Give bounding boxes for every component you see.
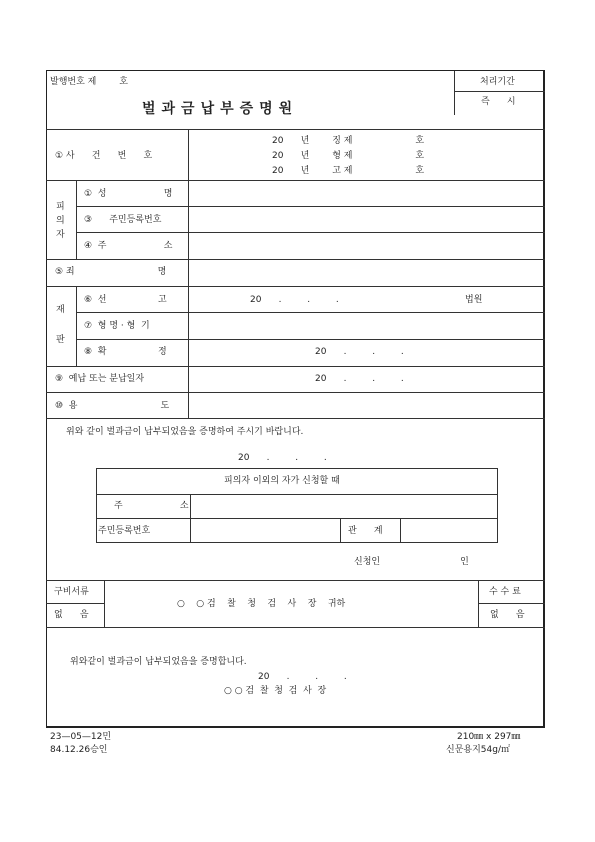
processing-period-label: 처리기간	[480, 77, 515, 87]
case-line-1: 20 년 징 제 호	[272, 136, 425, 146]
certify-date: 20 . . .	[258, 672, 347, 682]
page-title: 벌과금납부증명원	[142, 101, 299, 117]
fee-label: 수 수 료	[489, 587, 521, 597]
case-number-label: ① 사 건 번 호	[55, 151, 153, 161]
suspect-name-label: ① 성 명	[84, 189, 173, 199]
case-line-2: 20 년 형 제 호	[272, 151, 425, 161]
paper-size: 210㎜ x 297㎜	[457, 732, 521, 742]
fee-value: 없 음	[490, 610, 525, 620]
suspect-address-label: ④ 주 소	[84, 241, 173, 251]
case-line-3: 20 년 고 제 호	[272, 166, 425, 176]
sentence-label: ⑥ 선 고	[84, 295, 167, 305]
approval-date: 84.12.26승인	[50, 745, 108, 755]
usage-label: ⑩ 용 도	[55, 401, 170, 411]
paper-type: 신문용지54g/㎡	[446, 745, 510, 755]
finalized-date: 20 . . .	[315, 347, 404, 357]
payment-date-value: 20 . . .	[315, 374, 404, 384]
suspect-char-1: 피	[56, 202, 65, 212]
crime-label: ⑤ 죄 명	[55, 267, 167, 277]
suspect-reg-label: ③ 주민등록번호	[84, 215, 162, 225]
issue-number: 발행번호 제 호	[50, 77, 128, 87]
other-applicant-title: 피의자 이외의 자가 신청할 때	[224, 476, 340, 486]
trial-char-2: 판	[56, 335, 65, 345]
request-date: 20 . . .	[238, 453, 327, 463]
trial-char-1: 재	[56, 305, 65, 315]
suspect-char-2: 의	[56, 216, 65, 226]
court-label: 법원	[465, 295, 483, 305]
relation-label: 관 계	[348, 526, 383, 536]
suspect-char-3: 자	[56, 230, 65, 240]
request-text: 위와 같이 벌과금이 납부되었음을 증명하여 주시기 바랍니다.	[66, 427, 304, 437]
other-applicant-reg-label: 주민등록번호	[98, 526, 151, 536]
sentence-date: 20 . . .	[250, 295, 339, 305]
required-docs-label: 구비서류	[54, 587, 89, 597]
processing-period-value: 즉 시	[481, 97, 516, 107]
applicant-signature: 신청인 인	[354, 557, 469, 567]
finalized-label: ⑧ 확 정	[84, 347, 167, 357]
other-applicant-address-label: 주 소	[114, 501, 189, 511]
certify-signer: ○ ○ 검 찰 청 검 사 장	[224, 686, 327, 696]
required-docs-value: 없 음	[54, 610, 89, 620]
penalty-label: ⑦ 형 명 · 형 기	[84, 321, 150, 331]
payment-date-label: ⑨ 예납 또는 분납일자	[55, 374, 145, 384]
addressee: ○ ○ 검 찰 청 검 사 장 귀하	[177, 599, 346, 609]
certify-text: 위와같이 벌과금이 납부되었음을 증명합니다.	[70, 657, 247, 667]
form-code: 23—05—12민	[50, 732, 112, 742]
